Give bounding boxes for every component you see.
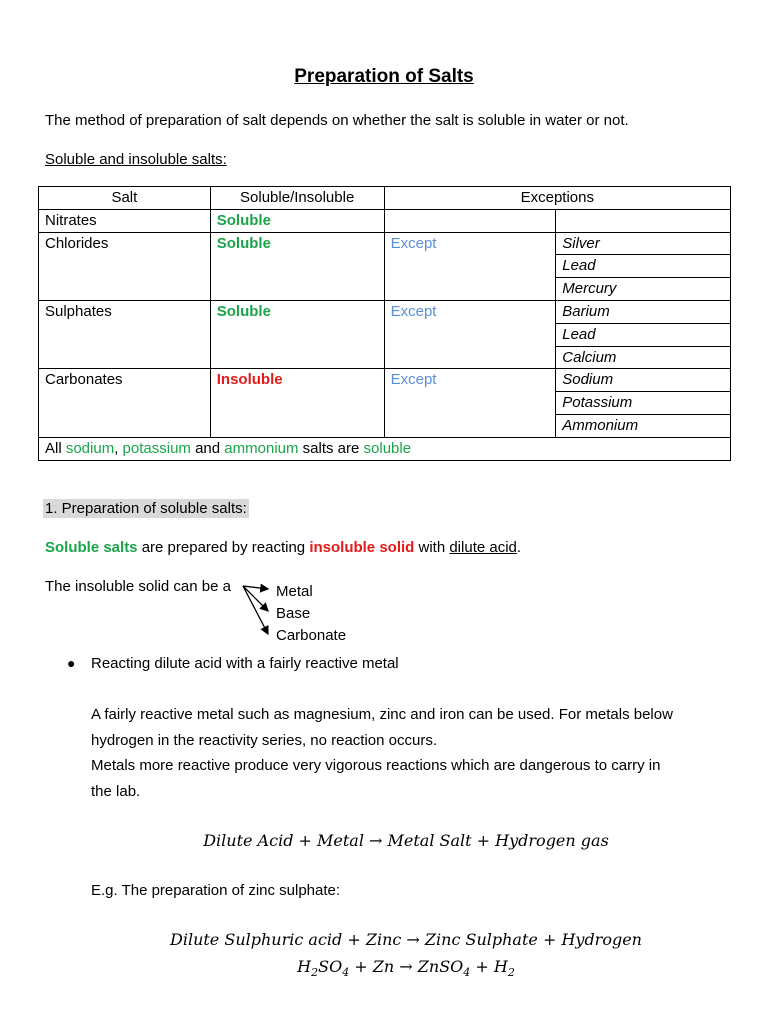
bullet-icon: ●: [67, 655, 76, 671]
exception-item: Mercury: [556, 278, 731, 301]
paragraph-line: Metals more reactive produce very vigorous reactions which are dangerous to carry in: [91, 757, 661, 774]
paragraph-line: the lab.: [91, 783, 141, 800]
solubility-status: Soluble: [210, 209, 384, 232]
except-label: Except: [384, 300, 556, 368]
section-heading: 1. Preparation of soluble salts:: [45, 500, 247, 517]
table-row: [39, 369, 731, 392]
except-cell: [384, 209, 556, 232]
exception-item: Lead: [556, 255, 731, 278]
equation-formula: $H_2SO_4 + Zn$ → ZnSO$_4$ + $H_2$: [297, 957, 515, 980]
header-exceptions: Exceptions: [384, 187, 730, 210]
exception-item: Barium: [556, 300, 731, 323]
solubility-status: Soluble: [210, 300, 384, 368]
salt-name: Carbonates: [39, 369, 211, 437]
exception-item: Silver: [556, 232, 731, 255]
table-row: [39, 232, 731, 255]
except-label: Except: [384, 232, 556, 300]
solubility-status: Insoluble: [210, 369, 384, 437]
intro-text: The method of preparation of salt depends on whether the salt is soluble in water or not.: [45, 112, 629, 129]
exception-item: Lead: [556, 323, 731, 346]
bullet-text: Reacting dilute acid with a fairly reactive metal: [91, 655, 399, 672]
page-title: Preparation of Salts: [294, 66, 474, 87]
solid-option-carbonate: Carbonate: [276, 627, 347, 644]
table-header-row: [39, 187, 731, 210]
header-salt: Salt: [39, 187, 211, 210]
solid-intro: The insoluble solid can be a: [45, 578, 231, 595]
salt-name: Nitrates: [39, 209, 211, 232]
branch-arrows: [240, 580, 276, 640]
salt-name: Sulphates: [39, 300, 211, 368]
table-footer-row: [39, 437, 731, 460]
paragraph-line: hydrogen in the reactivity series, no reaction occurs.: [91, 732, 438, 749]
exception-item: Sodium: [556, 369, 731, 392]
equation-word: Dilute Sulphuric acid + Zinc → Zinc Sulphate + Hydrogen: [170, 930, 642, 949]
solubility-table: [38, 186, 731, 461]
except-label: Except: [384, 369, 556, 437]
solubility-status: Soluble: [210, 232, 384, 300]
solid-option-base: Base: [276, 605, 311, 622]
solid-option-metal: Metal: [276, 583, 313, 600]
soluble-salts-sentence: Soluble salts are prepared by reacting insoluble solid with dilute acid.: [45, 539, 522, 556]
exception-item: Calcium: [556, 346, 731, 369]
equation-general: Dilute Acid + Metal → Metal Salt + Hydrogen gas: [203, 831, 609, 850]
exception-item: Potassium: [556, 392, 731, 415]
example-text: E.g. The preparation of zinc sulphate:: [91, 882, 341, 899]
header-solubility: Soluble/Insoluble: [210, 187, 384, 210]
paragraph-line: A fairly reactive metal such as magnesium, zinc and iron can be used. For metals below: [91, 706, 673, 723]
table-footer-note: All sodium, potassium and ammonium salts are soluble: [39, 437, 731, 460]
exception-cell: [556, 209, 731, 232]
table-row: [39, 300, 731, 323]
exception-item: Ammonium: [556, 414, 731, 437]
subheading: Soluble and insoluble salts:: [45, 151, 227, 168]
salt-name: Chlorides: [39, 232, 211, 300]
table-row: [39, 209, 731, 232]
